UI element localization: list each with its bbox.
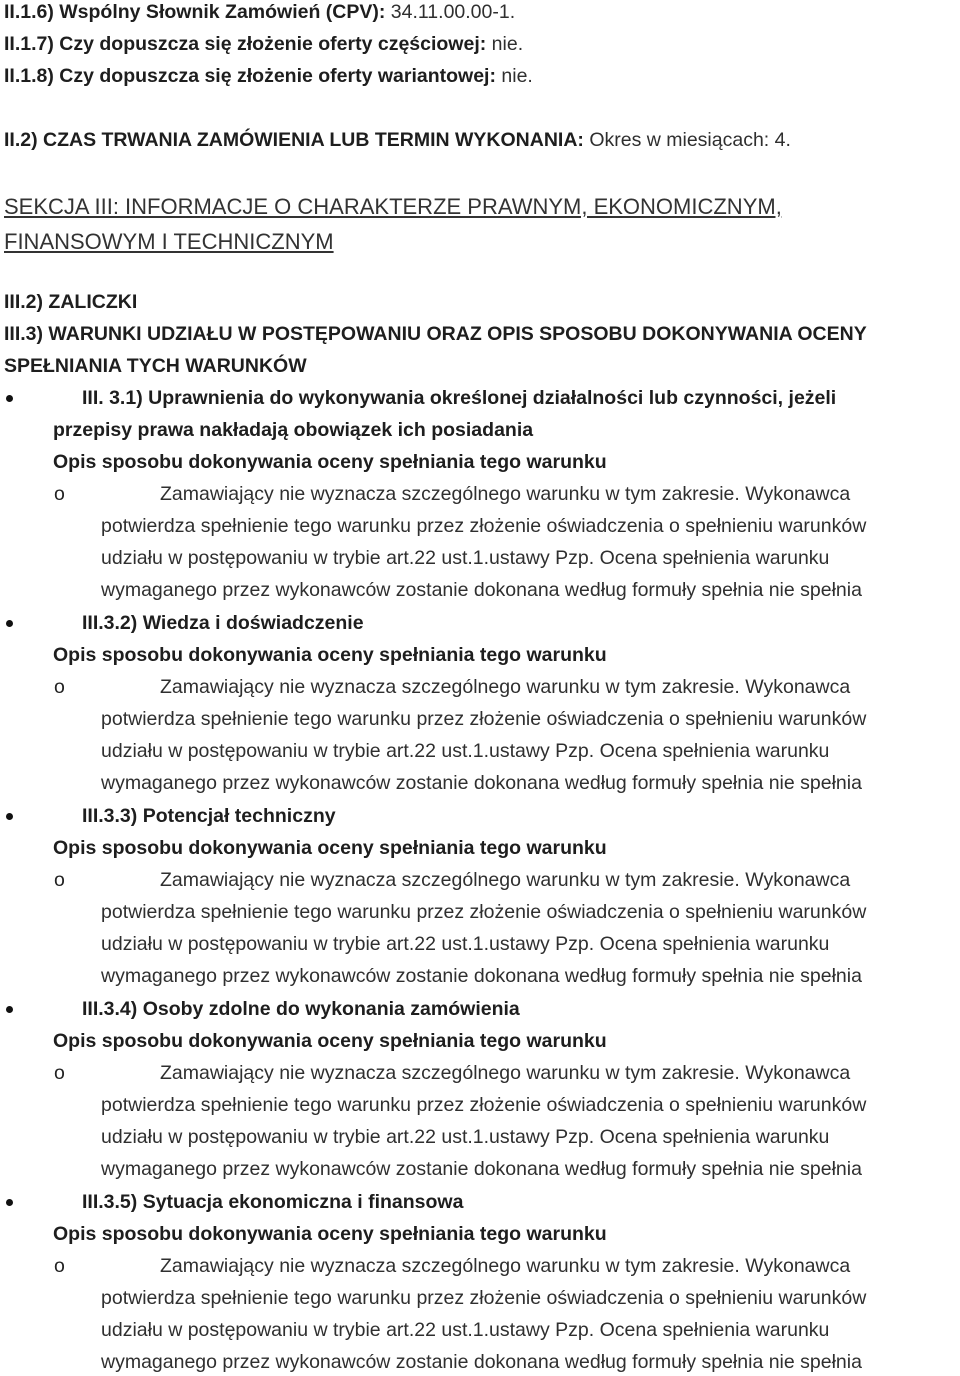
bullet-icon: [6, 620, 13, 627]
body-line: Zamawiający nie wyznacza szczególnego warunku w tym zakresie. Wykonawca: [160, 676, 851, 698]
advances-heading: III.2) ZALICZKI: [4, 291, 138, 313]
circle-marker-icon: o: [54, 676, 65, 698]
desc-heading: Opis sposobu dokonywania oceny spełniania tego warunku: [53, 1030, 607, 1052]
body-line: Zamawiający nie wyznacza szczególnego warunku w tym zakresie. Wykonawca: [160, 1255, 851, 1277]
body-line: wymaganego przez wykonawców zostanie dokonana według formuły spełnia nie spełnia: [101, 965, 862, 987]
partial-offer-label: II.1.7) Czy dopuszcza się złożenie oferty częściowej:: [4, 33, 487, 55]
body-line: wymaganego przez wykonawców zostanie dokonana według formuły spełnia nie spełnia: [101, 1351, 862, 1373]
desc-heading: Opis sposobu dokonywania oceny spełniania tego warunku: [53, 1223, 607, 1245]
desc-heading: Opis sposobu dokonywania oceny spełniania tego warunku: [53, 644, 607, 666]
cpv-label: II.1.6) Wspólny Słownik Zamówień (CPV):: [4, 1, 386, 23]
section-title-line1: SEKCJA III: INFORMACJE O CHARAKTERZE PRAWNYM, EKONOMICZNYM,: [4, 194, 782, 219]
section-title-line2: FINANSOWYM I TECHNICZNYM: [4, 229, 334, 254]
item-title: III.3.4) Osoby zdolne do wykonania zamówienia: [82, 998, 520, 1020]
body-line: potwierdza spełnienie tego warunku przez złożenie oświadczenia o spełnieniu warunków: [101, 1287, 867, 1309]
body-line: udziału w postępowaniu w trybie art.22 ust.1.ustawy Pzp. Ocena spełnienia warunku: [101, 1319, 830, 1341]
partial-offer-line: [4, 32, 523, 56]
bullet-icon: [6, 1199, 13, 1206]
desc-heading: Opis sposobu dokonywania oceny spełniania tego warunku: [53, 451, 607, 473]
conditions-heading-line1: III.3) WARUNKI UDZIAŁU W POSTĘPOWANIU ORAZ OPIS SPOSOBU DOKONYWANIA OCENY: [4, 323, 867, 345]
body-line: wymaganego przez wykonawców zostanie dokonana według formuły spełnia nie spełnia: [101, 579, 862, 601]
body-line: Zamawiający nie wyznacza szczególnego warunku w tym zakresie. Wykonawca: [160, 1062, 851, 1084]
body-line: udziału w postępowaniu w trybie art.22 ust.1.ustawy Pzp. Ocena spełnienia warunku: [101, 740, 830, 762]
body-line: udziału w postępowaniu w trybie art.22 ust.1.ustawy Pzp. Ocena spełnienia warunku: [101, 1126, 830, 1148]
cpv-value: 34.11.00.00-1.: [390, 1, 516, 23]
variant-offer-line: [4, 64, 533, 88]
body-line: udziału w postępowaniu w trybie art.22 ust.1.ustawy Pzp. Ocena spełnienia warunku: [101, 933, 830, 955]
body-line: potwierdza spełnienie tego warunku przez złożenie oświadczenia o spełnieniu warunków: [101, 901, 867, 923]
body-line: wymaganego przez wykonawców zostanie dokonana według formuły spełnia nie spełnia: [101, 1158, 862, 1180]
bullet-icon: [6, 813, 13, 820]
item-title-cont: przepisy prawa nakładają obowiązek ich posiadania: [53, 419, 534, 441]
variant-offer-value: nie.: [501, 65, 533, 87]
body-line: udziału w postępowaniu w trybie art.22 ust.1.ustawy Pzp. Ocena spełnienia warunku: [101, 547, 830, 569]
body-line: potwierdza spełnienie tego warunku przez złożenie oświadczenia o spełnieniu warunków: [101, 708, 867, 730]
bullet-icon: [6, 1006, 13, 1013]
body-line: potwierdza spełnienie tego warunku przez złożenie oświadczenia o spełnieniu warunków: [101, 1094, 867, 1116]
duration-line: [4, 128, 791, 152]
circle-marker-icon: o: [54, 869, 65, 891]
conditions-heading-line2: SPEŁNIANIA TYCH WARUNKÓW: [4, 355, 307, 377]
cpv-line: [4, 0, 515, 24]
item-title: III.3.5) Sytuacja ekonomiczna i finansowa: [82, 1191, 464, 1213]
desc-heading: Opis sposobu dokonywania oceny spełniania tego warunku: [53, 837, 607, 859]
body-line: potwierdza spełnienie tego warunku przez złożenie oświadczenia o spełnieniu warunków: [101, 515, 867, 537]
body-line: wymaganego przez wykonawców zostanie dokonana według formuły spełnia nie spełnia: [101, 772, 862, 794]
item-title: III. 3.1) Uprawnienia do wykonywania określonej działalności lub czynności, jeżeli: [82, 387, 837, 409]
item-title: III.3.3) Potencjał techniczny: [82, 805, 336, 827]
body-line: Zamawiający nie wyznacza szczególnego warunku w tym zakresie. Wykonawca: [160, 483, 851, 505]
partial-offer-value: nie.: [491, 33, 524, 55]
duration-label: II.2) CZAS TRWANIA ZAMÓWIENIA LUB TERMIN WYKONANIA:: [4, 129, 584, 151]
variant-offer-label: II.1.8) Czy dopuszcza się złożenie oferty wariantowej:: [4, 65, 496, 87]
body-line: Zamawiający nie wyznacza szczególnego warunku w tym zakresie. Wykonawca: [160, 869, 851, 891]
circle-marker-icon: o: [54, 1255, 65, 1277]
item-title: III.3.2) Wiedza i doświadczenie: [82, 612, 364, 634]
bullet-icon: [6, 395, 13, 402]
duration-value: Okres w miesiącach: 4.: [589, 129, 791, 151]
circle-marker-icon: o: [54, 483, 65, 505]
circle-marker-icon: o: [54, 1062, 65, 1084]
